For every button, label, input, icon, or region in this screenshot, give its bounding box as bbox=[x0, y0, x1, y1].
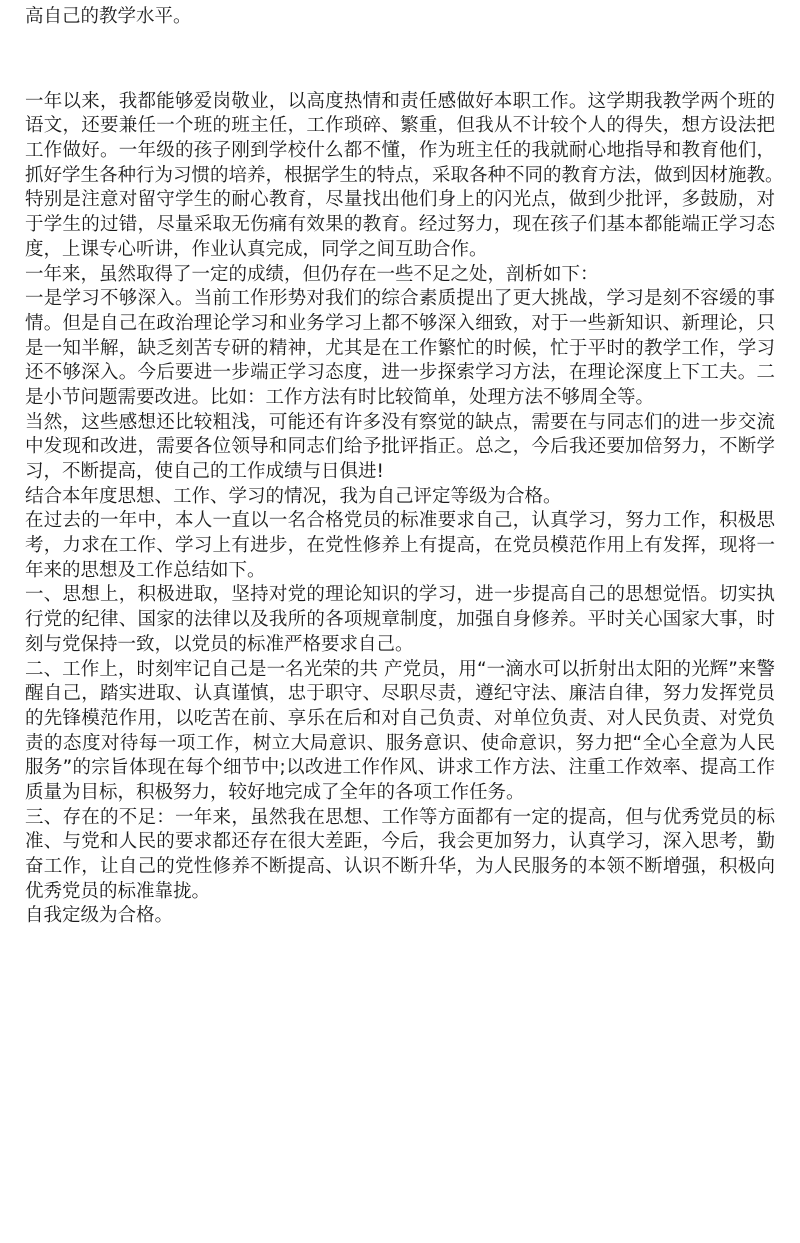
text-line: 自我定级为合格。 bbox=[25, 905, 174, 927]
text-line: 是一知半解，缺乏刻苦专研的精神，尤其是在工作繁忙的时候，忙于平时的教学工作，学习 bbox=[25, 337, 775, 359]
text-line: 还不够深入。今后要进一步端正学习态度，进一步探索学习方法，在理论深度上下工夫。二 bbox=[25, 362, 775, 384]
text-line: 习，不断提高，使自己的工作成绩与日俱进! bbox=[25, 461, 384, 482]
paragraph bbox=[25, 411, 775, 485]
text-line: 醒自己，踏实进取、认真谨慎，忠于职守、尽职尽责，遵纪守法、廉洁自律，努力发挥党员 bbox=[25, 683, 775, 705]
paragraph-gap bbox=[25, 30, 775, 90]
paragraph bbox=[25, 583, 775, 657]
text-line: 质量为目标，积极努力，较好地完成了全年的各项工作任务。 bbox=[25, 781, 525, 803]
text-line: 特别是注意对留守学生的耐心教育，尽量找出他们身上的闪光点，做到少批评，多鼓励，对 bbox=[25, 189, 775, 211]
paragraph bbox=[25, 263, 775, 288]
text-line: 一是学习不够深入。当前工作形势对我们的综合素质提出了更大挑战，学习是刻不容缓的事 bbox=[25, 288, 775, 310]
paragraph bbox=[25, 287, 775, 410]
text-line: 一、思想上，积极进取，坚持对党的理论知识的学习，进一步提高自己的思想觉悟。切实执 bbox=[25, 584, 775, 606]
text-line: 行党的纪律、国家的法律以及我所的各项规章制度，加强自身修养。平时关心国家大事，时 bbox=[25, 609, 775, 631]
text-line: 的先锋模范作用，以吃苦在前、享乐在后和对自己负责、对单位负责、对人民负责、对党负 bbox=[25, 707, 775, 729]
text-line: 刻与党保持一致，以党员的标准严格要求自己。 bbox=[25, 633, 414, 655]
text-line: 情。但是自己在政治理论学习和业务学习上都不够深入细致，对于一些新知识、新理论，只 bbox=[25, 312, 775, 334]
text-line: 责的态度对待每一项工作，树立大局意识、服务意识、使命意识，努力把“全心全意为人民 bbox=[25, 732, 775, 754]
text-line: 二、工作上，时刻牢记自己是一名光荣的共 产党员，用“一滴水可以折射出太阳的光辉”来警 bbox=[25, 658, 775, 680]
text-line: 优秀党员的标准靠拢。 bbox=[25, 880, 211, 902]
text-line: 一年来，虽然取得了一定的成绩，但仍存在一些不足之处，剖析如下： bbox=[25, 263, 599, 285]
text-line: 抓好学生各种行为习惯的培养，根据学生的特点，采取各种不同的教育方法，做到因材施教。 bbox=[25, 164, 784, 186]
text-line: 准、与党和人民的要求都还存在很大差距，今后，我会更加努力，认真学习，深入思考，勤 bbox=[25, 831, 775, 853]
intro-paragraph-tail bbox=[25, 5, 775, 30]
text-line: 度，上课专心听讲，作业认真完成，同学之间互助合作。 bbox=[25, 238, 488, 260]
text-line: 服务”的宗旨体现在每个细节中;以改进工作作风、讲求工作方法、注重工作效率、提高工作 bbox=[25, 757, 775, 779]
text-line: 三、存在的不足：一年来，虽然我在思想、工作等方面都有一定的提高，但与优秀党员的标 bbox=[25, 806, 775, 828]
text-line: 工作做好。一年级的孩子刚到学校什么都不懂，作为班主任的我就耐心地指导和教育他们， bbox=[25, 140, 775, 162]
text-line: 中发现和改进，需要各位领导和同志们给予批评指正。总之，今后我还要加倍努力，不断学 bbox=[25, 436, 775, 458]
paragraph bbox=[25, 658, 775, 806]
text-line: 年来的思想及工作总结如下。 bbox=[25, 559, 266, 581]
text-line: 结合本年度思想、工作、学习的情况，我为自己评定等级为合格。 bbox=[25, 485, 562, 507]
document-body bbox=[25, 5, 784, 929]
text-line: 在过去的一年中，本人一直以一名合格党员的标准要求自己，认真学习，努力工作，积极思 bbox=[25, 510, 775, 532]
text-line: 语文，还要兼任一个班的班主任，工作琐碎、繁重，但我从不计较个人的得失，想方设法把 bbox=[25, 115, 775, 137]
text-line: 一年以来，我都能够爱岗敬业，以高度热情和责任感做好本职工作。这学期我教学两个班的 bbox=[25, 90, 775, 112]
paragraph bbox=[25, 485, 775, 510]
paragraphs bbox=[25, 90, 784, 929]
paragraph bbox=[25, 904, 775, 929]
text-line: 奋工作，让自己的党性修养不断提高、认识不断升华，为人民服务的本领不断增强，积极向 bbox=[25, 856, 775, 877]
text-line: 是小节问题需要改进。比如：工作方法有时比较简单，处理方法不够周全等。 bbox=[25, 386, 655, 408]
paragraph bbox=[25, 90, 784, 263]
text-line: 于学生的过错，尽量采取无伤痛有效果的教育。经过努力，现在孩子们基本都能端正学习态 bbox=[25, 214, 775, 236]
text-line: 当然，这些感想还比较粗浅，可能还有许多没有察觉的缺点，需要在与同志们的进一步交流 bbox=[25, 411, 775, 433]
text-line: 考，力求在工作、学习上有进步，在党性修养上有提高，在党员模范作用上有发挥，现将一 bbox=[25, 535, 775, 557]
text-line: 高自己的教学水平。 bbox=[25, 6, 192, 27]
paragraph bbox=[25, 806, 775, 905]
paragraph bbox=[25, 509, 775, 583]
